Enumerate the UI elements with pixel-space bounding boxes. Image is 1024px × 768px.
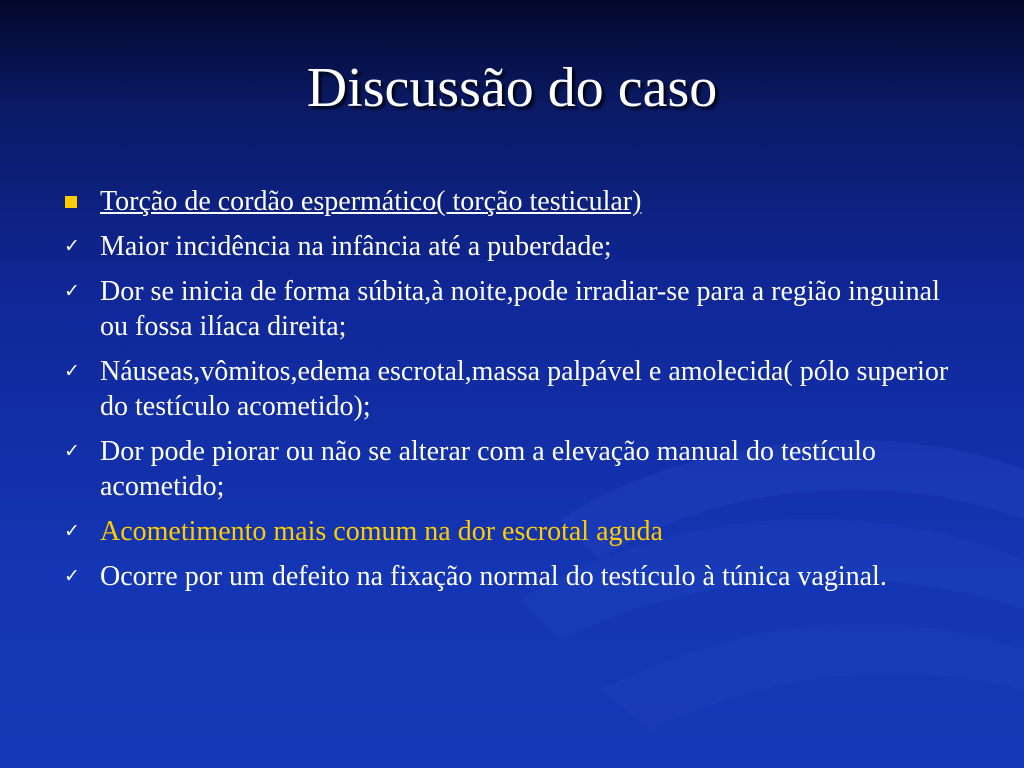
square-bullet-icon bbox=[65, 196, 77, 208]
bullet-item bbox=[60, 354, 960, 424]
bullet-item-highlighted bbox=[60, 514, 960, 549]
bullet-text: Dor pode piorar ou não se alterar com a elevação manual do testículo acometido; bbox=[100, 436, 876, 502]
check-icon: ✓ bbox=[64, 360, 80, 382]
bullet-item bbox=[60, 229, 960, 264]
bullet-list bbox=[60, 184, 960, 604]
check-icon: ✓ bbox=[64, 520, 80, 542]
bullet-text: Ocorre por um defeito na fixação normal do testículo à túnica vaginal. bbox=[100, 561, 887, 592]
slide-title: Discussão do caso bbox=[306, 57, 718, 119]
bullet-item bbox=[60, 559, 960, 594]
check-icon: ✓ bbox=[64, 235, 80, 257]
bullet-item bbox=[60, 274, 960, 344]
bullet-item bbox=[60, 434, 960, 504]
bullet-text: Acometimento mais comum na dor escrotal aguda bbox=[100, 516, 663, 547]
check-icon: ✓ bbox=[64, 440, 80, 462]
bullet-text: Dor se inicia de forma súbita,à noite,pode irradiar-se para a região inguinal ou fossa ilíaca direita; bbox=[100, 276, 940, 342]
bullet-text: Maior incidência na infância até a puberdade; bbox=[100, 231, 612, 262]
bullet-text: Torção de cordão espermático( torção testicular) bbox=[100, 186, 642, 217]
bullet-item bbox=[60, 184, 960, 219]
bullet-text: Náuseas,vômitos,edema escrotal,massa palpável e amolecida( pólo superior do testículo acometido); bbox=[100, 356, 949, 422]
check-icon: ✓ bbox=[64, 280, 80, 302]
check-icon: ✓ bbox=[64, 565, 80, 587]
